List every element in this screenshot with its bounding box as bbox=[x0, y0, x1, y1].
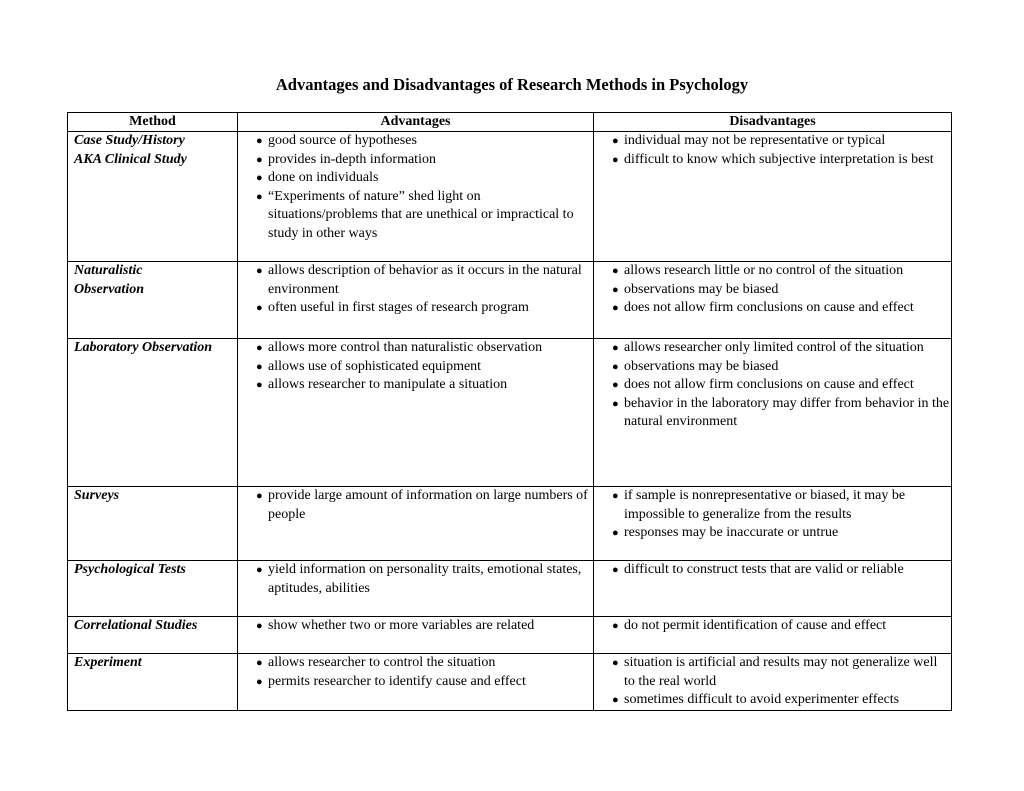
list-item bbox=[600, 358, 951, 377]
method-cell bbox=[68, 487, 238, 561]
method-label: Case Study/History bbox=[74, 133, 185, 148]
list-item bbox=[600, 376, 951, 395]
list-item bbox=[244, 673, 593, 692]
advantage-text: show whether two or more variables are related bbox=[268, 618, 535, 633]
advantages-list bbox=[244, 262, 593, 318]
disadvantages-list bbox=[600, 654, 951, 710]
list-item bbox=[244, 487, 593, 524]
list-item bbox=[600, 395, 951, 432]
list-item bbox=[244, 376, 593, 395]
advantages-list bbox=[244, 487, 593, 524]
method-label: Laboratory Observation bbox=[74, 340, 213, 355]
disadvantage-text: difficult to know which subjective interpretation is best bbox=[624, 151, 934, 167]
advantages-cell bbox=[238, 561, 594, 617]
advantage-text: “Experiments of nature” shed light on situations/problems that are unethical or impractical to study in other ways bbox=[268, 188, 574, 241]
header-advantages: Advantages bbox=[238, 113, 594, 132]
list-item bbox=[600, 151, 951, 170]
disadvantage-text: does not allow firm conclusions on cause and effect bbox=[624, 300, 914, 315]
list-item bbox=[244, 561, 593, 598]
list-item bbox=[600, 299, 951, 318]
disadvantages-cell bbox=[594, 487, 952, 561]
bullet-icon: ● bbox=[612, 265, 619, 277]
advantage-text: provide large amount of information on large numbers of people bbox=[268, 488, 588, 522]
method-label: Correlational Studies bbox=[74, 618, 198, 633]
list-item bbox=[244, 299, 593, 318]
advantage-text: allows use of sophisticated equipment bbox=[268, 358, 482, 374]
table-row bbox=[68, 262, 952, 339]
method-cell bbox=[68, 561, 238, 617]
disadvantages-list bbox=[600, 132, 951, 169]
method-label: Experiment bbox=[74, 655, 142, 670]
disadvantages-cell bbox=[594, 561, 952, 617]
bullet-icon: ● bbox=[612, 379, 619, 391]
table-row bbox=[68, 339, 952, 487]
list-item bbox=[600, 654, 951, 691]
disadvantages-cell bbox=[594, 654, 952, 711]
list-item bbox=[244, 358, 593, 377]
bullet-icon: ● bbox=[256, 153, 263, 166]
bullet-icon: ● bbox=[612, 490, 619, 502]
research-methods-table bbox=[67, 112, 952, 711]
method-label: Observation bbox=[74, 281, 144, 297]
list-item bbox=[244, 262, 593, 299]
disadvantage-text: observations may be biased bbox=[624, 281, 779, 297]
method-label: Psychological Tests bbox=[74, 562, 186, 577]
page-title: Advantages and Disadvantages of Research Methods in Psychology bbox=[275, 75, 749, 94]
list-item bbox=[244, 617, 593, 636]
table-row bbox=[68, 654, 952, 711]
bullet-icon: ● bbox=[256, 675, 263, 688]
advantage-text: done on individuals bbox=[268, 170, 379, 185]
bullet-icon: ● bbox=[612, 342, 619, 354]
list-item bbox=[244, 339, 593, 358]
list-item bbox=[600, 691, 951, 710]
bullet-icon: ● bbox=[256, 265, 263, 277]
list-item bbox=[600, 132, 951, 151]
bullet-icon: ● bbox=[256, 190, 263, 203]
method-label: Naturalistic bbox=[74, 263, 143, 278]
table-row bbox=[68, 132, 952, 262]
advantages-list bbox=[244, 132, 593, 243]
disadvantage-text: does not allow firm conclusions on cause and effect bbox=[624, 377, 914, 392]
bullet-icon: ● bbox=[612, 135, 619, 147]
disadvantages-list bbox=[600, 617, 951, 636]
advantages-cell bbox=[238, 262, 594, 339]
advantage-text: yield information on personality traits, emotional states, aptitudes, abilities bbox=[268, 562, 582, 596]
bullet-icon: ● bbox=[612, 527, 619, 539]
advantage-text: often useful in first stages of research program bbox=[268, 300, 529, 315]
disadvantages-cell bbox=[594, 262, 952, 339]
advantages-cell bbox=[238, 132, 594, 262]
advantages-cell bbox=[238, 617, 594, 654]
list-item bbox=[600, 561, 951, 580]
disadvantage-text: allows research little or no control of the situation bbox=[624, 263, 904, 278]
disadvantage-text: if sample is nonrepresentative or biased, it may be impossible to generalize from the results bbox=[624, 488, 906, 522]
disadvantages-list bbox=[600, 262, 951, 318]
list-item bbox=[600, 262, 951, 281]
header-row bbox=[68, 113, 952, 132]
list-item bbox=[244, 188, 593, 244]
disadvantage-text: individual may not be representative or typical bbox=[624, 133, 886, 148]
table-row bbox=[68, 487, 952, 561]
bullet-icon: ● bbox=[256, 342, 263, 354]
bullet-icon: ● bbox=[256, 620, 263, 632]
bullet-icon: ● bbox=[612, 302, 619, 314]
bullet-icon: ● bbox=[612, 620, 619, 632]
advantage-text: permits researcher to identify cause and effect bbox=[268, 673, 526, 689]
method-cell bbox=[68, 617, 238, 654]
list-item bbox=[600, 281, 951, 300]
advantages-list bbox=[244, 654, 593, 691]
bullet-icon: ● bbox=[256, 302, 263, 314]
advantages-list bbox=[244, 339, 593, 395]
list-item bbox=[244, 654, 593, 673]
disadvantage-text: difficult to construct tests that are valid or reliable bbox=[624, 562, 904, 577]
header-disadvantages: Disadvantages bbox=[594, 113, 952, 132]
list-item bbox=[600, 487, 951, 524]
list-item bbox=[244, 151, 593, 170]
bullet-icon: ● bbox=[256, 172, 263, 184]
bullet-icon: ● bbox=[256, 657, 263, 669]
disadvantage-text: do not permit identification of cause and effect bbox=[624, 618, 887, 633]
advantage-text: allows more control than naturalistic observation bbox=[268, 340, 543, 355]
advantage-text: allows researcher to control the situation bbox=[268, 655, 496, 670]
advantages-cell bbox=[238, 339, 594, 487]
disadvantage-text: allows researcher only limited control of the situation bbox=[624, 340, 924, 355]
disadvantages-list bbox=[600, 487, 951, 543]
advantages-cell bbox=[238, 487, 594, 561]
disadvantages-list bbox=[600, 339, 951, 432]
bullet-icon: ● bbox=[612, 564, 619, 576]
list-item bbox=[244, 132, 593, 151]
disadvantage-text: behavior in the laboratory may differ from behavior in the natural environment bbox=[624, 395, 950, 429]
method-label: AKA Clinical Study bbox=[74, 151, 187, 167]
bullet-icon: ● bbox=[256, 379, 263, 391]
bullet-icon: ● bbox=[612, 360, 619, 373]
disadvantages-list bbox=[600, 561, 951, 580]
bullet-icon: ● bbox=[256, 490, 263, 502]
advantage-text: provides in-depth information bbox=[268, 151, 436, 167]
disadvantage-text: observations may be biased bbox=[624, 358, 779, 374]
header-method: Method bbox=[68, 113, 238, 132]
method-label: Surveys bbox=[74, 488, 120, 503]
advantages-list bbox=[244, 561, 593, 598]
bullet-icon: ● bbox=[256, 360, 263, 373]
advantages-list bbox=[244, 617, 593, 636]
bullet-icon: ● bbox=[256, 135, 263, 147]
bullet-icon: ● bbox=[256, 564, 263, 576]
method-cell bbox=[68, 262, 238, 339]
disadvantages-cell bbox=[594, 132, 952, 262]
table-row bbox=[68, 617, 952, 654]
list-item bbox=[600, 524, 951, 543]
advantage-text: allows description of behavior as it occurs in the natural environment bbox=[268, 263, 582, 297]
bullet-icon: ● bbox=[612, 283, 619, 296]
advantages-cell bbox=[238, 654, 594, 711]
table-row bbox=[68, 561, 952, 617]
advantage-text: good source of hypotheses bbox=[268, 133, 417, 148]
bullet-icon: ● bbox=[612, 694, 619, 706]
disadvantage-text: responses may be inaccurate or untrue bbox=[624, 525, 839, 540]
advantage-text: allows researcher to manipulate a situation bbox=[268, 377, 508, 392]
list-item bbox=[600, 617, 951, 636]
method-cell bbox=[68, 339, 238, 487]
disadvantages-cell bbox=[594, 339, 952, 487]
bullet-icon: ● bbox=[612, 657, 619, 669]
bullet-icon: ● bbox=[612, 153, 619, 166]
method-cell bbox=[68, 654, 238, 711]
disadvantage-text: sometimes difficult to avoid experimenter effects bbox=[624, 692, 900, 707]
disadvantages-cell bbox=[594, 617, 952, 654]
list-item bbox=[244, 169, 593, 188]
disadvantage-text: situation is artificial and results may not generalize well to the real world bbox=[624, 655, 938, 689]
bullet-icon: ● bbox=[612, 397, 619, 410]
list-item bbox=[600, 339, 951, 358]
method-cell bbox=[68, 132, 238, 262]
